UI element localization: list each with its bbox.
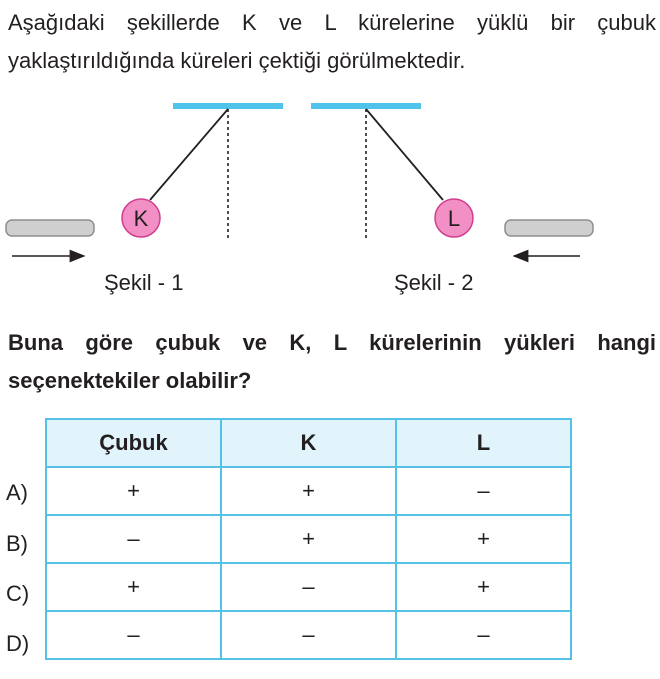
- option-letter-b[interactable]: B): [6, 531, 28, 556]
- cell-rod: +: [46, 563, 221, 611]
- cell-k: –: [221, 611, 396, 659]
- option-letter-a[interactable]: A): [6, 480, 28, 505]
- rod-right: [505, 220, 593, 236]
- caption-figure-2: Şekil - 2: [394, 270, 474, 295]
- cell-l: +: [396, 515, 571, 563]
- option-row-b[interactable]: [46, 515, 571, 563]
- pendulum-figure: [0, 96, 660, 306]
- option-row-d[interactable]: [46, 611, 571, 659]
- string-left: [150, 109, 228, 200]
- header-rod: Çubuk: [46, 419, 221, 467]
- option-letter-d[interactable]: D): [6, 631, 30, 656]
- question-text: Buna göre çubuk ve K, L kürelerinin yükleri hangi seçenektekiler olabilir?: [8, 330, 656, 393]
- answer-options-table: [45, 418, 572, 660]
- option-row-a[interactable]: [46, 467, 571, 515]
- rod-left: [6, 220, 94, 236]
- caption-figure-1: Şekil - 1: [104, 270, 184, 295]
- header-l: L: [396, 419, 571, 467]
- table-header-row: [46, 419, 571, 467]
- intro-text: Aşağıdaki şekillerde K ve L kürelerine yüklü bir çubuk yaklaştırıldığında küreleri çektiği görülmektedir.: [8, 10, 656, 73]
- cell-rod: –: [46, 611, 221, 659]
- cell-rod: –: [46, 515, 221, 563]
- option-letter-c[interactable]: C): [6, 581, 30, 606]
- ceiling-right: [311, 103, 421, 109]
- sphere-k-label: K: [133, 206, 149, 231]
- cell-k: –: [221, 563, 396, 611]
- cell-l: –: [396, 611, 571, 659]
- header-k: K: [221, 419, 396, 467]
- cell-rod: +: [46, 467, 221, 515]
- ceiling-left: [173, 103, 283, 109]
- cell-l: +: [396, 563, 571, 611]
- option-row-c[interactable]: [46, 563, 571, 611]
- pendulum-diagram: [0, 96, 660, 306]
- cell-k: +: [221, 467, 396, 515]
- cell-k: +: [221, 515, 396, 563]
- cell-l: –: [396, 467, 571, 515]
- sphere-l-label: L: [447, 206, 461, 231]
- string-right: [366, 109, 443, 200]
